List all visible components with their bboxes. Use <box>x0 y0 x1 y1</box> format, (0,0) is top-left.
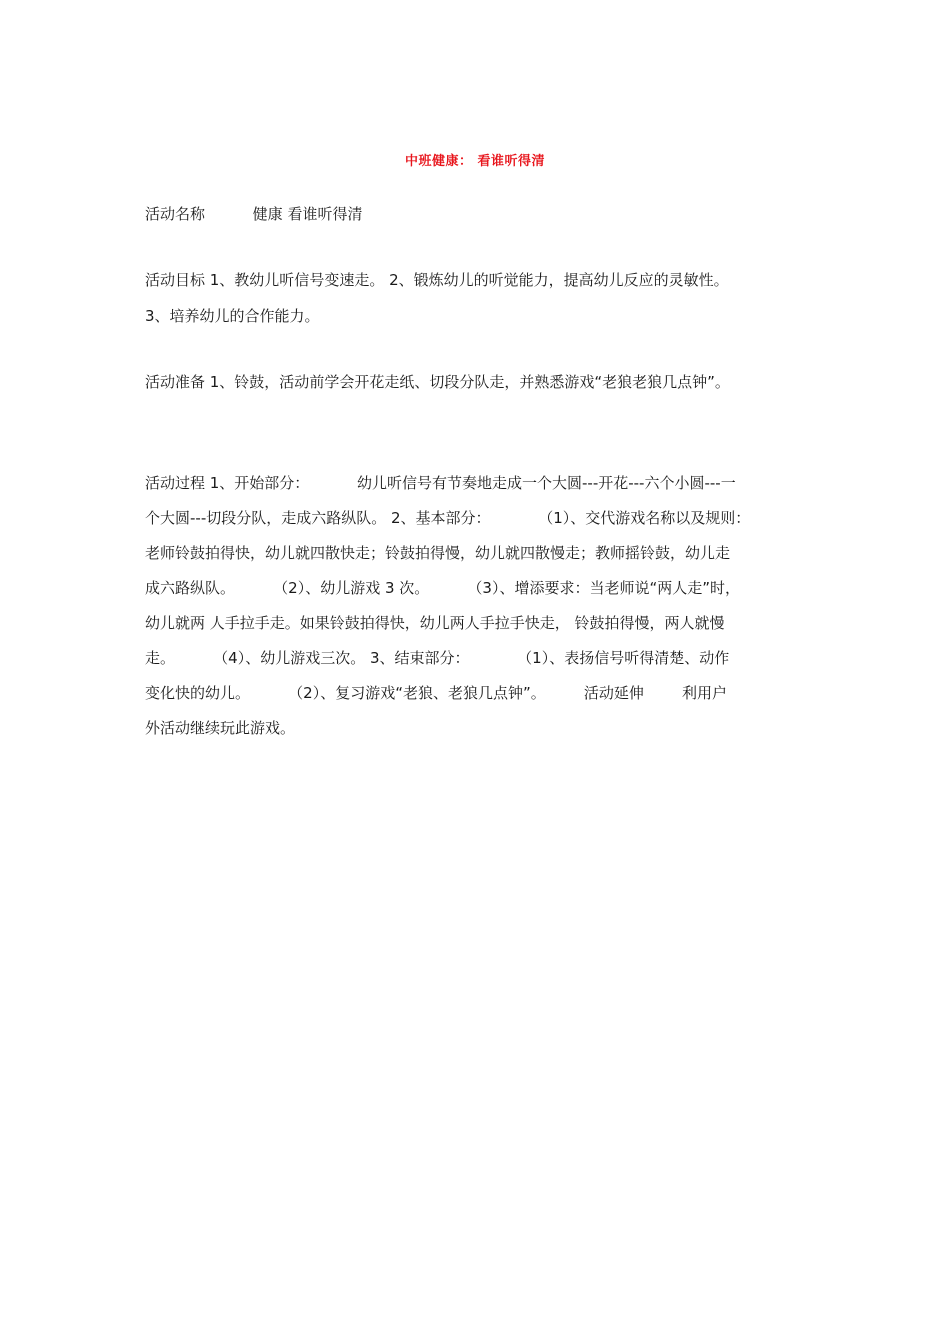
activity-process-line-8: 外活动继续玩此游戏。 <box>145 719 296 737</box>
activity-goal-line-2: 3、培养幼儿的合作能力。 <box>145 307 320 325</box>
activity-process-line-3: 老师铃鼓拍得快，幼儿就四散快走；铃鼓拍得慢，幼儿就四散慢走；教师摇铃鼓，幼儿走 <box>145 544 731 562</box>
activity-name-line: 活动名称 健康 看谁听得清 <box>145 205 363 223</box>
activity-process-line-2: 个大圆---切段分队，走成六路纵队。 2、基本部分： （1）、交代游戏名称以及规则： <box>145 509 751 527</box>
activity-process-line-1: 活动过程 1、开始部分： 幼儿听信号有节奏地走成一个大圆---开花---六个小圆---一 <box>145 474 736 492</box>
activity-process-line-7: 变化快的幼儿。 （2）、复习游戏“老狼、老狼几点钟”。 活动延伸 利用户 <box>145 684 728 702</box>
activity-goal-line: 活动目标 1、教幼儿听信号变速走。 2、锻炼幼儿的听觉能力，提高幼儿反应的灵敏性。 <box>145 271 729 289</box>
activity-process-line-4: 成六路纵队。 （2）、幼儿游戏 3 次。 （3）、增添要求：当老师说“两人走”时， <box>145 579 741 597</box>
activity-process-line-6: 走。 （4）、幼儿游戏三次。 3、结束部分： （1）、表扬信号听得清楚、动作 <box>145 649 730 667</box>
activity-preparation-line: 活动准备 1、铃鼓，活动前学会开花走纸、切段分队走，并熟悉游戏“老狼老狼几点钟”。 <box>145 373 730 391</box>
activity-process-line-5: 幼儿就两 人手拉手走。如果铃鼓拍得快，幼儿两人手拉手快走， 铃鼓拍得慢，两人就慢 <box>145 614 725 632</box>
document-title: 中班健康： 看谁听得清 <box>404 154 546 169</box>
